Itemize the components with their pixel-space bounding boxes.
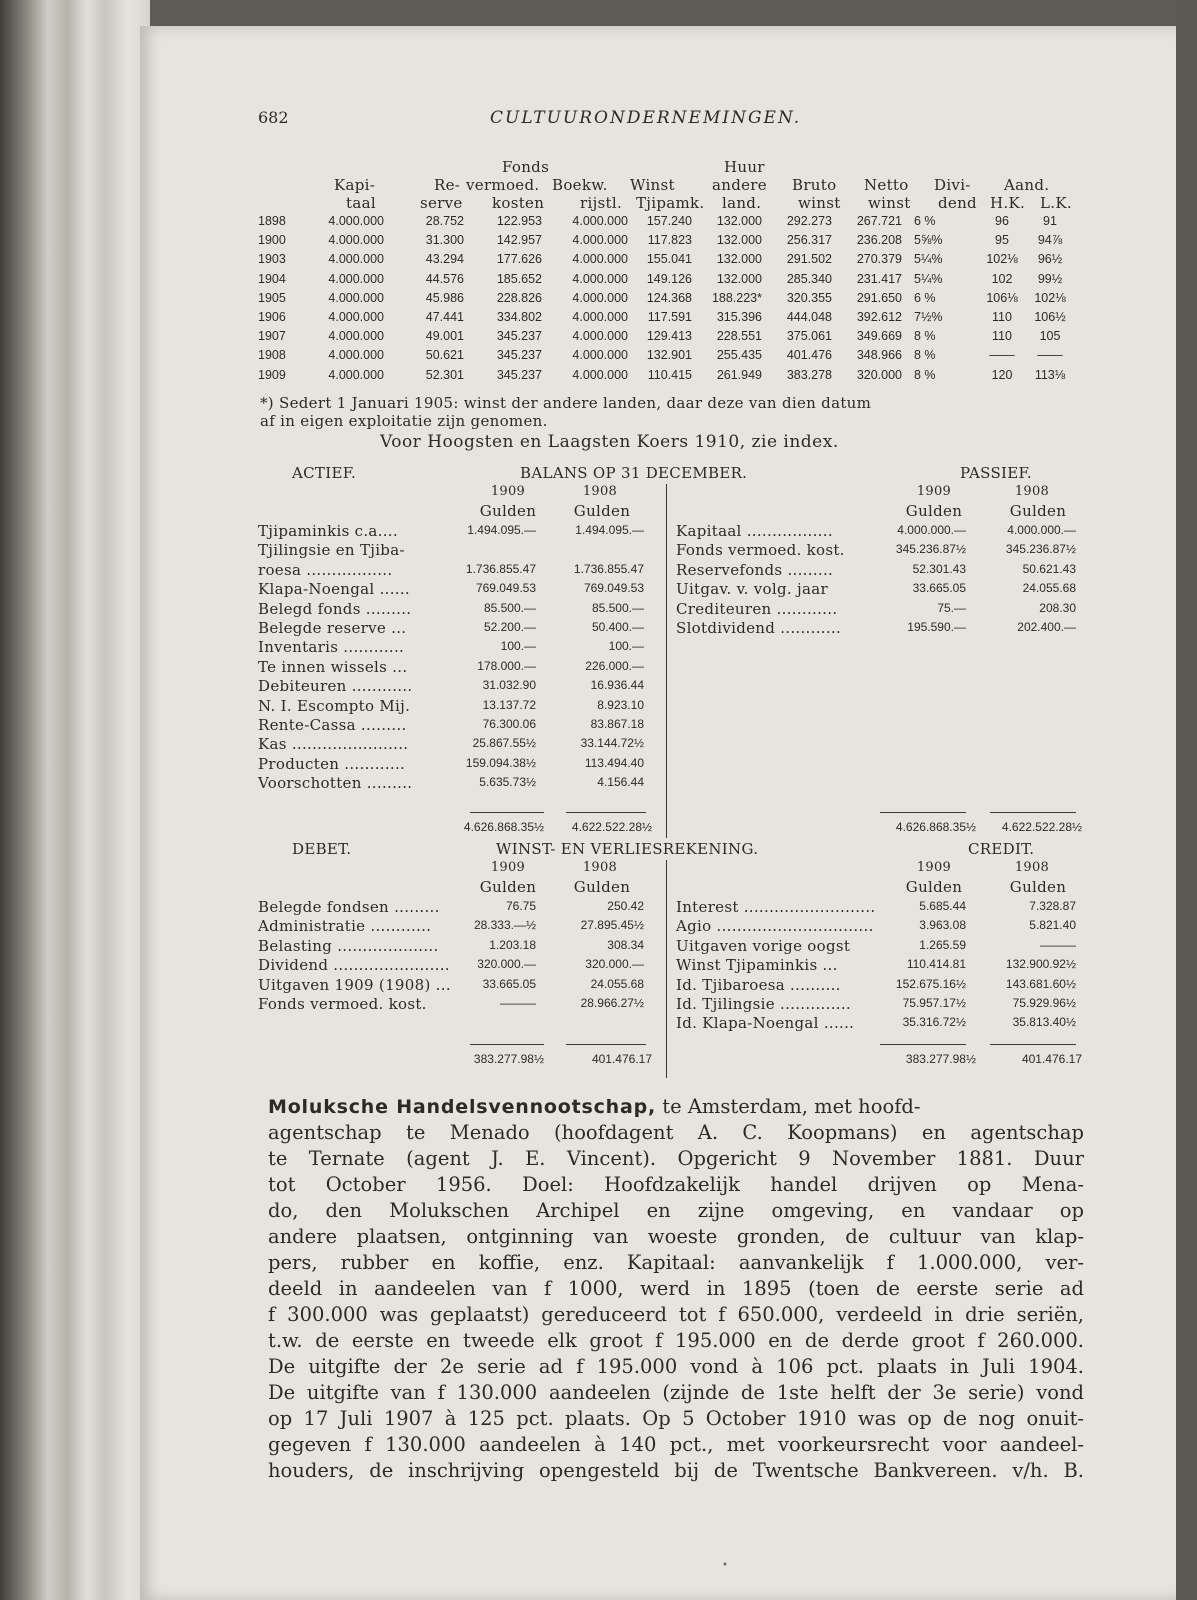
article-line: deeld in aandeelen van f 1000, werd in 1895 (toen de eerste serie ad: [268, 1277, 1084, 1300]
history-cell: 349.669: [856, 329, 902, 344]
history-cell: 345.237: [496, 367, 542, 382]
debet-row-value-b: 308.34: [607, 937, 644, 952]
history-cell: 4.000.000: [328, 367, 384, 382]
debet-row-label: Belegde fondsen .........: [258, 898, 440, 916]
actief-row-value-a: 85.500.—: [483, 600, 536, 615]
history-cell: 120: [991, 367, 1013, 382]
year-right-a: 1909: [916, 484, 952, 499]
winst-divider: [666, 860, 667, 1078]
history-cell: 320.355: [786, 290, 832, 305]
actief-row-value-b: 1.736.855.47: [573, 561, 644, 576]
history-cell: 185.652: [496, 271, 542, 286]
history-cell: 4.000.000: [328, 329, 384, 344]
history-cell: 124.368: [646, 290, 692, 305]
history-cell: 383.278: [786, 367, 832, 382]
history-cell: 1903: [258, 252, 286, 267]
history-cell: 345.237: [496, 348, 542, 363]
unit-right-b: Gulden: [1009, 878, 1067, 896]
history-cell: 4.000.000: [572, 329, 628, 344]
history-cell: 7½%: [914, 310, 943, 324]
actief-row-value-b: 83.867.18: [590, 717, 644, 731]
history-cell: 4.000.000: [572, 233, 628, 248]
history-cell: 1906: [258, 310, 286, 324]
history-cell: 5¼%: [914, 271, 943, 286]
history-cell: 444.048: [786, 310, 832, 324]
history-cell: 4.000.000: [328, 233, 384, 248]
debet-row-label: Belasting ....................: [258, 936, 439, 955]
year-left-b: 1908: [582, 860, 618, 875]
actief-row-value-b: 16.936.44: [590, 678, 644, 693]
passief-row-value-a: 52.301.43: [912, 561, 966, 576]
total-rule: [566, 1044, 646, 1045]
total-left-a: 383.277.98½: [473, 1052, 544, 1066]
header-h-netto: Netto: [864, 176, 909, 194]
actief-row-value-b: 50.400.—: [591, 620, 644, 634]
history-cell: 315.396: [716, 310, 762, 324]
history-cell: 401.476: [786, 348, 832, 363]
credit-row-value-a: 152.675.16½: [895, 976, 966, 991]
passief-row-value-a: 345.236.87½: [895, 542, 966, 557]
history-cell: 102⅛: [986, 252, 1018, 267]
article-line: tot October 1956. Doel: Hoofdzakelijk handel drijven op Mena-: [268, 1173, 1084, 1196]
balans-title: BALANS OP 31 DECEMBER.: [520, 464, 748, 482]
article-line: gegeven f 130.000 aandeelen à 140 pct., met voorkeursrecht voor aandeel-: [268, 1433, 1084, 1456]
passief-row-value-b: 208.30: [1039, 600, 1076, 615]
history-cell: 157.240: [646, 214, 692, 228]
article-line: agentschap te Menado (hoofdagent A. C. Koopmans) en agentschap: [268, 1121, 1084, 1144]
page-dot: •: [722, 1560, 728, 1571]
debet-row-value-a: 1.203.18: [489, 937, 536, 952]
history-cell: 177.626: [496, 252, 542, 267]
credit-row-label: Id. Klapa-Noengal ......: [676, 1014, 855, 1033]
header-h-kapi: Kapi-: [334, 176, 376, 194]
year-right-b: 1908: [1014, 860, 1050, 875]
year-right-b: 1908: [1014, 484, 1050, 499]
history-cell: 117.591: [647, 310, 692, 324]
debet-row-value-b: 27.895.45½: [580, 918, 644, 933]
history-cell: ——: [989, 348, 1015, 363]
total-right-a: 383.277.98½: [905, 1052, 976, 1066]
history-cell: 31.300: [425, 233, 464, 248]
scan-top-border: [0, 0, 1197, 26]
history-cell: 1907: [258, 329, 286, 344]
history-cell: 5⅝%: [914, 233, 943, 248]
history-cell: 1898: [258, 214, 286, 228]
footnote-line-2: af in eigen exploitatie zijn genomen.: [260, 412, 548, 430]
history-cell: 1908: [258, 348, 286, 363]
passief-row-label: Kapitaal .................: [676, 522, 833, 540]
history-cell: 285.340: [786, 271, 832, 286]
history-cell: 96½: [1037, 252, 1063, 267]
history-cell: 231.417: [856, 271, 902, 286]
footnote-line-1: *) Sedert 1 Januari 1905: winst der andere landen, daar deze van dien datum: [260, 394, 872, 412]
history-cell: 8 %: [914, 348, 936, 363]
header-h-taal: taal: [346, 194, 376, 212]
article-line-0: te Amsterdam, met hoofd-: [662, 1095, 921, 1118]
history-cell: 94⅞: [1037, 233, 1063, 248]
winst-credit-title: CREDIT.: [968, 840, 1035, 858]
passief-row-value-a: 33.665.05: [912, 581, 966, 596]
winst-title: WINST- EN VERLIESREKENING.: [496, 840, 759, 858]
debet-row-value-b: 320.000.—: [585, 957, 644, 972]
history-cell: 4.000.000: [328, 214, 384, 228]
credit-row-label: Agio ...............................: [676, 917, 874, 936]
history-cell: 188.223*: [711, 290, 762, 305]
unit-left-b: Gulden: [573, 502, 631, 520]
total-rule: [470, 1044, 544, 1045]
credit-row-label: Uitgaven vorige oogst: [676, 936, 851, 955]
credit-row-value-a: 35.316.72½: [902, 1015, 966, 1030]
history-cell: 345.237: [496, 329, 542, 344]
unit-left-a: Gulden: [479, 502, 537, 520]
history-cell: 110: [992, 310, 1012, 324]
actief-row-value-b: 1.494.095.—: [575, 523, 644, 537]
total-rule: [470, 812, 544, 813]
header-h-aand: Aand.: [1004, 176, 1050, 194]
actief-row-label: Producten ............: [258, 754, 406, 773]
actief-row-value-b: 769.049.53: [583, 581, 644, 596]
credit-row-value-b: 75.929.96½: [1012, 996, 1076, 1010]
history-cell: 5¼%: [914, 252, 943, 267]
total-right-b: 4.622.522.28½: [1001, 820, 1082, 834]
total-right-a: 4.626.868.35½: [895, 820, 976, 834]
passief-row-value-b: 345.236.87½: [1005, 542, 1076, 557]
header-h-rijstl: rijstl.: [580, 194, 623, 212]
actief-row-value-b: 85.500.—: [591, 600, 644, 615]
debet-row-value-b: 24.055.68: [590, 976, 644, 991]
total-rule: [880, 1044, 966, 1045]
passief-row-label: Fonds vermoed. kost.: [676, 541, 845, 560]
history-cell: 261.949: [716, 367, 762, 382]
history-cell: 28.752: [425, 214, 464, 228]
balans-divider: [666, 484, 667, 838]
header-h-fonds: Fonds: [502, 158, 550, 176]
history-cell: 228.826: [496, 290, 542, 305]
history-cell: 4.000.000: [328, 271, 384, 286]
article-line: De uitgifte van f 130.000 aandeelen (zijnde de 1ste helft der 3e serie) vond: [268, 1381, 1084, 1404]
actief-row-value-a: 25.867.55½: [472, 736, 536, 751]
history-cell: 43.294: [425, 252, 464, 267]
debet-row-value-a: 320.000.—: [477, 957, 536, 972]
debet-row-label: Fonds vermoed. kost.: [258, 995, 427, 1013]
actief-row-label: Voorschotten .........: [258, 774, 413, 793]
article-line: do, den Molukschen Archipel en zijne omgeving, en vandaar op: [268, 1199, 1084, 1222]
history-cell: 4.000.000: [572, 252, 628, 267]
header-h-tjipamk: Tjipamk.: [636, 194, 705, 212]
total-left-b: 401.476.17: [591, 1052, 652, 1066]
actief-row-label: Klapa-Noengal ......: [258, 580, 410, 599]
actief-row-label: Belegde reserve ...: [258, 619, 407, 637]
actief-row-label: roesa .................: [258, 560, 393, 579]
year-left-a: 1909: [490, 860, 526, 875]
history-cell: 47.441: [425, 310, 464, 324]
credit-row-value-b: ———: [1040, 937, 1076, 952]
actief-row-value-a: 1.736.855.47: [465, 561, 536, 576]
history-cell: 270.379: [856, 252, 902, 267]
credit-row-value-b: 143.681.60½: [1005, 976, 1076, 991]
history-cell: 348.966: [856, 348, 902, 363]
history-cell: 142.957: [496, 233, 542, 248]
total-rule: [880, 812, 966, 813]
credit-row-value-a: 75.957.17½: [902, 996, 966, 1010]
actief-row-value-b: 4.156.44: [597, 775, 644, 790]
actief-row-value-a: 52.200.—: [483, 620, 536, 634]
actief-row-label: Rente-Cassa .........: [258, 716, 407, 734]
balans-passief-title: PASSIEF.: [960, 464, 1032, 482]
credit-row-value-a: 5.685.44: [919, 899, 966, 913]
debet-row-value-a: 28.333.—½: [473, 918, 536, 933]
history-cell: 256.317: [786, 233, 832, 248]
actief-row-label: Tjipaminkis c.a....: [258, 522, 398, 540]
history-cell: 99½: [1037, 271, 1063, 286]
history-cell: 95: [995, 233, 1009, 248]
passief-row-value-a: 195.590.—: [907, 620, 966, 634]
header-h-andere: andere: [712, 176, 767, 194]
debet-row-value-b: 250.42: [607, 899, 644, 913]
actief-row-value-a: 769.049.53: [475, 581, 536, 596]
header-h-kosten: kosten: [492, 194, 545, 212]
history-cell: 4.000.000: [572, 271, 628, 286]
history-cell: 102⅛: [1034, 290, 1066, 305]
debet-row-value-a: ———: [500, 996, 536, 1010]
debet-row-value-a: 76.75: [505, 899, 536, 913]
actief-row-label: Kas .......................: [258, 735, 409, 754]
history-cell: 44.576: [425, 271, 464, 286]
article: [268, 1094, 1084, 1120]
history-cell: 4.000.000: [572, 367, 628, 382]
history-cell: 1905: [258, 290, 286, 305]
passief-row-label: Uitgav. v. volg. jaar: [676, 580, 828, 599]
history-cell: 1904: [258, 271, 286, 286]
article-line: houders, de inschrijving opengesteld bij de Twentsche Bankvereen. v/h. B.: [268, 1459, 1084, 1482]
history-cell: 4.000.000: [328, 290, 384, 305]
history-cell: 45.986: [425, 290, 464, 305]
article-line: pers, rubber en koffie, enz. Kapitaal: aanvankelijk f 1.000.000, ver-: [268, 1251, 1084, 1274]
actief-row-value-a: 159.094.38½: [465, 755, 536, 770]
actief-row-label: Debiteuren ............: [258, 677, 413, 696]
page-number: 682: [258, 108, 289, 127]
history-cell: 236.208: [856, 233, 902, 248]
history-cell: 129.413: [646, 329, 692, 344]
article-line: op 17 Juli 1907 à 125 pct. plaats. Op 5 October 1910 was op de nog onuit-: [268, 1407, 1084, 1430]
total-rule: [566, 812, 646, 813]
history-cell: 8 %: [914, 367, 936, 382]
history-cell: 4.000.000: [572, 348, 628, 363]
article-line: De uitgifte der 2e serie ad f 195.000 vond à 106 pct. plaats in Juli 1904.: [268, 1355, 1084, 1378]
credit-row-value-a: 110.414.81: [906, 957, 966, 972]
actief-row-value-a: 5.635.73½: [479, 775, 536, 790]
header-h-bruto-winst: winst: [798, 194, 841, 212]
history-cell: 132.901: [646, 348, 692, 363]
year-right-a: 1909: [916, 860, 952, 875]
history-cell: 106½: [1034, 310, 1066, 324]
passief-row-value-a: 75.—: [937, 600, 966, 615]
history-cell: 255.435: [716, 348, 762, 363]
header-h-re: Re-: [434, 176, 461, 194]
unit-right-a: Gulden: [905, 502, 963, 520]
total-right-b: 401.476.17: [1021, 1052, 1082, 1066]
history-cell: 105: [1039, 329, 1061, 344]
history-cell: 4.000.000: [328, 252, 384, 267]
actief-row-label: Te innen wissels ...: [258, 657, 408, 676]
credit-row-value-a: 1.265.59: [919, 937, 966, 952]
actief-row-value-a: 13.137.72: [482, 697, 536, 712]
actief-row-value-a: 1.494.095.—: [467, 523, 536, 537]
actief-row-value-a: 100.—: [500, 639, 536, 654]
header-h-huur: Huur: [724, 158, 765, 176]
history-cell: 155.041: [646, 252, 692, 267]
history-cell: 4.000.000: [572, 214, 628, 228]
history-cell: 291.502: [786, 252, 832, 267]
credit-row-value-a: 3.963.08: [919, 918, 966, 933]
header-h-dend: dend: [938, 194, 977, 212]
scan-right-border: [1176, 0, 1197, 1600]
unit-left-a: Gulden: [479, 878, 537, 896]
passief-row-value-b: 202.400.—: [1017, 620, 1076, 634]
history-cell: 106⅛: [986, 290, 1018, 305]
header-h-bruto: Bruto: [792, 176, 837, 194]
history-cell: ——: [1037, 348, 1063, 363]
actief-row-value-b: 226.000.—: [585, 658, 644, 673]
actief-row-label: Tjilingsie en Tjiba-: [258, 541, 405, 560]
book-page-edges: [0, 0, 150, 1600]
article-line: te Ternate (agent J. E. Vincent). Opgericht 9 November 1881. Duur: [268, 1147, 1084, 1170]
actief-row-value-a: 31.032.90: [482, 678, 536, 693]
history-cell: 52.301: [425, 367, 464, 382]
total-rule: [990, 1044, 1076, 1045]
actief-row-label: Belegd fonds .........: [258, 599, 412, 618]
history-cell: 334.802: [496, 310, 542, 324]
history-cell: 132.000: [716, 214, 762, 228]
history-cell: 1900: [258, 233, 286, 248]
header-h-land: land.: [722, 194, 762, 212]
credit-row-label: Winst Tjipaminkis ...: [676, 956, 838, 975]
history-cell: 113⅛: [1034, 367, 1066, 382]
history-cell: 4.000.000: [572, 310, 628, 324]
passief-row-label: Crediteuren ............: [676, 599, 838, 618]
history-cell: 8 %: [914, 329, 936, 344]
passief-row-value-a: 4.000.000.—: [897, 523, 966, 537]
history-cell: 132.000: [716, 233, 762, 248]
history-cell: 6 %: [914, 290, 936, 305]
running-title: CULTUURONDERNEMINGEN.: [490, 108, 802, 128]
credit-row-label: Interest ..........................: [676, 898, 876, 916]
debet-row-value-b: 28.966.27½: [580, 996, 644, 1010]
header-h-vermoed: vermoed.: [466, 176, 540, 194]
company-name: Moluksche Handelsvennootschap,: [268, 1096, 657, 1118]
actief-row-value-b: 8.923.10: [597, 697, 644, 712]
unit-right-a: Gulden: [905, 878, 963, 896]
history-cell: 1909: [258, 367, 286, 382]
passief-row-label: Slotdividend ............: [676, 619, 842, 637]
debet-row-value-a: 33.665.05: [482, 976, 536, 991]
history-cell: 132.000: [716, 271, 762, 286]
history-cell: 110: [992, 329, 1012, 344]
history-cell: 6 %: [914, 214, 936, 228]
unit-left-b: Gulden: [573, 878, 631, 896]
credit-row-value-b: 35.813.40½: [1012, 1015, 1076, 1030]
header-h-lk: L.K.: [1040, 194, 1072, 212]
credit-row-value-b: 5.821.40: [1029, 918, 1076, 933]
balans-actief-title: ACTIEF.: [292, 464, 357, 482]
total-left-b: 4.622.522.28½: [571, 820, 652, 834]
article-line: t.w. de eerste en tweede elk groot f 195.000 en de derde groot f 260.000.: [268, 1329, 1084, 1352]
history-cell: 96: [995, 214, 1009, 228]
history-cell: 132.000: [716, 252, 762, 267]
header-h-netto-winst: winst: [868, 194, 911, 212]
header-h-winst: Winst: [630, 176, 675, 194]
actief-row-value-b: 100.—: [608, 639, 644, 654]
actief-row-label: Inventaris ............: [258, 638, 405, 657]
history-cell: 49.001: [425, 329, 464, 344]
debet-row-label: Uitgaven 1909 (1908) ...: [258, 975, 451, 994]
history-cell: 117.823: [647, 233, 692, 248]
history-cell: 267.721: [856, 214, 902, 228]
history-cell: 4.000.000: [328, 348, 384, 363]
history-cell: 228.551: [716, 329, 762, 344]
header-h-boekw: Boekw.: [552, 176, 608, 194]
history-cell: 91: [1043, 214, 1057, 228]
history-cell: 110.415: [647, 367, 692, 382]
credit-row-label: Id. Tjilingsie ..............: [676, 995, 851, 1013]
unit-right-b: Gulden: [1009, 502, 1067, 520]
credit-row-label: Id. Tjibaroesa ..........: [676, 975, 841, 994]
history-cell: 375.061: [786, 329, 832, 344]
history-cell: 149.126: [646, 271, 692, 286]
passief-row-value-b: 4.000.000.—: [1007, 523, 1076, 537]
year-left-b: 1908: [582, 484, 618, 499]
debet-row-label: Administratie ............: [258, 917, 432, 936]
credit-row-value-b: 132.900.92½: [1005, 957, 1076, 972]
credit-row-value-b: 7.328.87: [1029, 899, 1076, 913]
history-cell: 320.000: [856, 367, 902, 382]
debet-row-label: Dividend .......................: [258, 956, 450, 975]
actief-row-value-a: 76.300.06: [482, 717, 536, 731]
passief-row-label: Reservefonds .........: [676, 560, 834, 579]
koers-note: Voor Hoogsten en Laagsten Koers 1910, zie index.: [380, 432, 839, 452]
history-cell: 102: [991, 271, 1013, 286]
history-cell: 292.273: [786, 214, 832, 228]
history-cell: 4.000.000: [328, 310, 384, 324]
actief-row-label: N. I. Escompto Mij.: [258, 696, 411, 715]
actief-row-value-b: 113.494.40: [584, 755, 644, 770]
total-left-a: 4.626.868.35½: [463, 820, 544, 834]
article-line: andere plaatsen, ontginning van woeste gronden, de cultuur van klap-: [268, 1225, 1084, 1248]
history-cell: 291.650: [856, 290, 902, 305]
header-h-serve: serve: [420, 194, 463, 212]
article-line: f 300.000 was geplaatst) gereduceerd tot f 650.000, verdeeld in drie seriën,: [268, 1303, 1084, 1326]
actief-row-value-a: 178.000.—: [477, 658, 536, 673]
history-cell: 122.953: [496, 214, 542, 228]
year-left-a: 1909: [490, 484, 526, 499]
passief-row-value-b: 50.621.43: [1022, 561, 1076, 576]
header-h-hk: H.K.: [990, 194, 1026, 212]
history-cell: 4.000.000: [572, 290, 628, 305]
passief-row-value-b: 24.055.68: [1022, 581, 1076, 596]
header-h-divi: Divi-: [934, 176, 971, 194]
winst-debet-title: DEBET.: [292, 840, 352, 858]
total-rule: [990, 812, 1076, 813]
history-cell: 50.621: [425, 348, 464, 363]
history-cell: 392.612: [856, 310, 902, 324]
actief-row-value-b: 33.144.72½: [580, 736, 644, 751]
